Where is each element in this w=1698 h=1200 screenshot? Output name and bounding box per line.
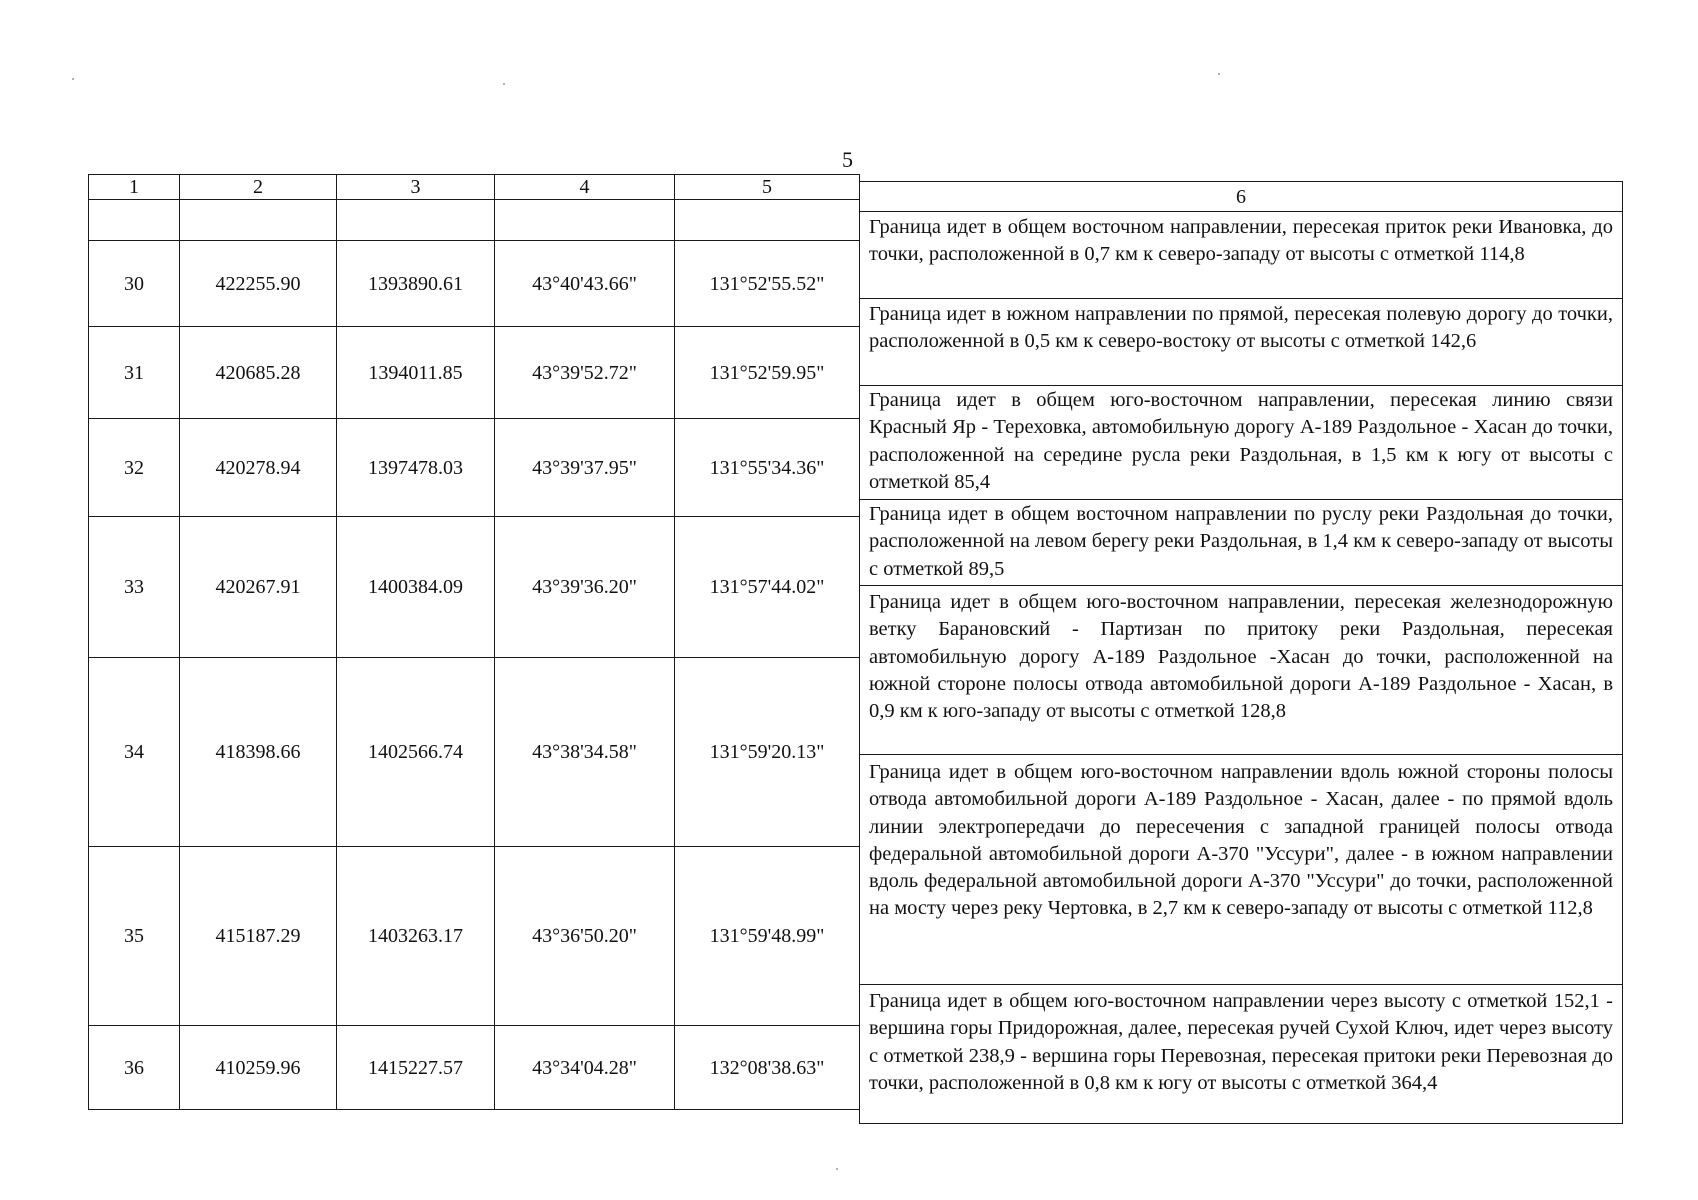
- longitude: 131°59'48.99": [675, 847, 860, 1026]
- longitude: [675, 200, 860, 241]
- coord-y: 1397478.03: [337, 419, 495, 517]
- column-header: 4: [495, 175, 675, 200]
- table-row: [89, 200, 860, 241]
- coord-x: 418398.66: [180, 658, 337, 847]
- table-row: [89, 658, 860, 847]
- boundary-description-column: [859, 181, 1623, 1124]
- coord-x: 415187.29: [180, 847, 337, 1026]
- longitude: 131°59'20.13": [675, 658, 860, 847]
- longitude: 131°52'59.95": [675, 327, 860, 419]
- coord-y: 1393890.61: [337, 241, 495, 327]
- point-number: 33: [89, 517, 180, 658]
- boundary-description: Граница идет в общем юго-восточном направлении через высоту с отметкой 152,1 - вершина горы Придорожная, далее, пересекая ручей Сухой Ключ, идет через высоту с отметкой 238,9 - вершина горы Перевозная, пересекая притоки реки Перевозная до точки, расположенной в 0,8 км к югу от высоты с отметкой 364,4: [869, 990, 1613, 1094]
- coord-x: [180, 200, 337, 241]
- latitude: 43°39'52.72": [495, 327, 675, 419]
- coord-x: 420278.94: [180, 419, 337, 517]
- boundary-description: Граница идет в общем юго-восточном направлении, пересекая железнодорожную ветку Барановский - Партизан по притоку реки Раздольная, пересекая автомобильную дорогу А-189 Раздольное -Хасан до точки, расположенной на южной стороне полосы отвода автомобильной дороги А-189 Раздольное - Хасан, в 0,9 км к юго-западу от высоты с отметкой 128,8: [860, 586, 1622, 755]
- latitude: 43°39'37.95": [495, 419, 675, 517]
- coord-y: 1403263.17: [337, 847, 495, 1026]
- point-number: [89, 200, 180, 241]
- coord-y: 1400384.09: [337, 517, 495, 658]
- page-number: 5: [842, 147, 853, 172]
- boundary-description: Граница идет в общем юго-восточном направлении, пересекая линию связи Красный Яр - Тереховка, автомобильную дорогу А-189 Раздольное - Хасан до точки, расположенной на середине русла реки Раздольная, в 1,5 км к югу от высоты с отметкой 85,4: [860, 386, 1622, 500]
- latitude: 43°38'34.58": [495, 658, 675, 847]
- coord-x: 422255.90: [180, 241, 337, 327]
- point-number: 35: [89, 847, 180, 1026]
- point-number: 30: [89, 241, 180, 327]
- column-header: 1: [89, 175, 180, 200]
- column-header: 6: [860, 182, 1622, 212]
- point-number: 31: [89, 327, 180, 419]
- table-row: [89, 1026, 860, 1110]
- coord-y: 1394011.85: [337, 327, 495, 419]
- coord-x: 420685.28: [180, 327, 337, 419]
- coord-y: 1415227.57: [337, 1026, 495, 1110]
- longitude: 131°52'55.52": [675, 241, 860, 327]
- longitude: 132°08'38.63": [675, 1026, 860, 1110]
- longitude: 131°57'44.02": [675, 517, 860, 658]
- coord-x: 410259.96: [180, 1026, 337, 1110]
- point-number: 36: [89, 1026, 180, 1110]
- coordinates-table: [88, 174, 860, 1110]
- scan-speck: [836, 1168, 838, 1170]
- header-row: [89, 175, 860, 200]
- latitude: [495, 200, 675, 241]
- latitude: 43°39'36.20": [495, 517, 675, 658]
- table-row: [89, 419, 860, 517]
- latitude: 43°40'43.66": [495, 241, 675, 327]
- longitude: 131°55'34.36": [675, 419, 860, 517]
- scan-speck: [72, 78, 74, 80]
- latitude: 43°34'04.28": [495, 1026, 675, 1110]
- boundary-description: Граница идет в общем восточном направлении по руслу реки Раздольная до точки, расположенной на левом берегу реки Раздольная, в 1,4 км к северо-западу от высоты с отметкой 89,5: [860, 500, 1622, 586]
- latitude: 43°36'50.20": [495, 847, 675, 1026]
- table-row: [89, 517, 860, 658]
- boundary-description: Граница идет в общем юго-восточном направлении вдоль южной стороны полосы отвода автомобильной дороги А-189 Раздольное - Хасан, далее - по прямой вдоль линии электропередачи до пересечения с западной границей полосы отвода федеральной автомобильной дороги А-370 "Уссури", далее - в южном направлении вдоль федеральной автомобильной дороги А-370 "Уссури" до точки, расположенной на мосту через реку Чертовка, в 2,7 км к северо-западу от высоты с отметкой 112,8: [860, 755, 1622, 985]
- coord-y: [337, 200, 495, 241]
- boundary-description: Граница идет в южном направлении по прямой, пересекая полевую дорогу до точки, расположенной в 0,5 км к северо-востоку от высоты с отметкой 142,6: [860, 299, 1622, 386]
- table-row: [89, 847, 860, 1026]
- point-number: 34: [89, 658, 180, 847]
- point-number: 32: [89, 419, 180, 517]
- coord-x: 420267.91: [180, 517, 337, 658]
- table-row: [89, 327, 860, 419]
- scan-speck: [1218, 73, 1220, 75]
- column-header: 5: [675, 175, 860, 200]
- boundary-description: Граница идет в общем восточном направлении, пересекая приток реки Ивановка, до точки, расположенной в 0,7 км к северо-западу от высоты с отметкой 114,8: [860, 212, 1622, 299]
- coord-y: 1402566.74: [337, 658, 495, 847]
- scan-speck: [503, 83, 505, 85]
- column-header: 3: [337, 175, 495, 200]
- column-header: 2: [180, 175, 337, 200]
- table-row: [89, 241, 860, 327]
